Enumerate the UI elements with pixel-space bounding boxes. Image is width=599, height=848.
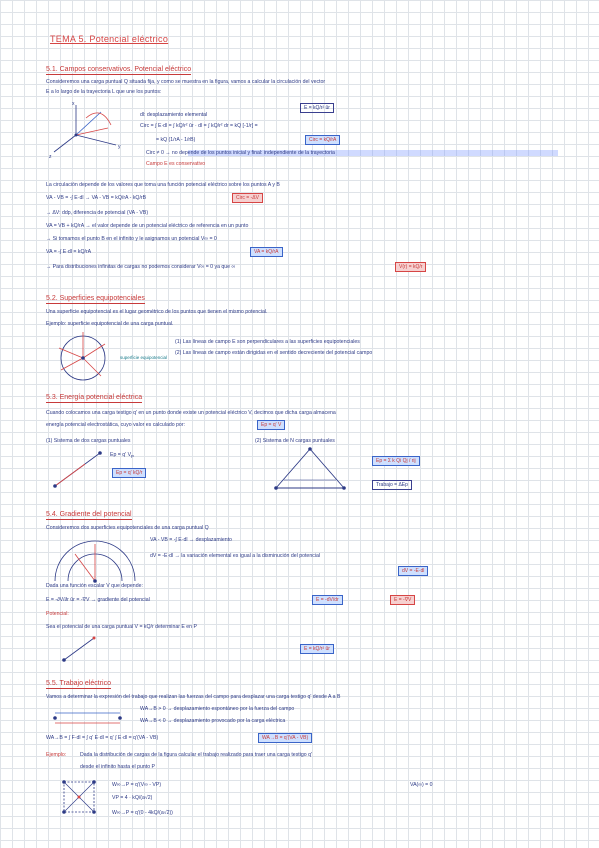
- formula-box: Ep = q' V: [257, 420, 285, 430]
- square-charges-diagram: [58, 776, 102, 820]
- text-line: Dada la distribución de cargas de la figura calcular el trabajo realizado para traer una carga testigo q': [80, 752, 312, 758]
- text-line: WA→B > 0 → desplazamiento espontáneo por la fuerza del campo: [140, 706, 295, 712]
- text-line: (1) Sistema de dos cargas puntuales: [46, 438, 131, 444]
- text-line: (2) Sistema de N cargas puntuales: [255, 438, 335, 444]
- text-line: VA(∞) = 0: [410, 782, 433, 788]
- text-line: Una superficie equipotencial es el lugar geométrico de los puntos que tienen el mismo potencial.: [46, 309, 268, 315]
- text-line: = kQ (1/rA - 1/rB): [156, 137, 196, 143]
- text-line: (1) Las líneas de campo E son perpendiculares a las superficies equipotenciales: [175, 339, 360, 345]
- page-title: TEMA 5. Potencial eléctrico: [50, 34, 169, 44]
- trajectory-diagram: [46, 100, 136, 160]
- text-line: VA = -∫ E·dl = kQ/rA: [46, 249, 92, 255]
- text-line: W∞→P = q'(V∞ - VP): [112, 782, 162, 788]
- formula-box: Circ = -ΔV: [232, 193, 263, 203]
- section-heading-5-2: 5.2. Superficies equipotenciales: [46, 295, 145, 302]
- text-line: VA = VB + kQ/rA → el valor depende de un potencial eléctrico de referencia en un punto: [46, 223, 249, 229]
- section-heading-5-5: 5.5. Trabajo eléctrico: [46, 680, 111, 687]
- formula-box: E = -∇V: [390, 595, 415, 605]
- formula-box: WA→B = q'(VA - VB): [258, 733, 312, 743]
- text-line: Circ ≠ 0 → no depende de los puntos inicial y final: independiente de la trayectoria: [146, 150, 335, 156]
- text-line: E = -∂V/∂r ûr = -∇V → gradiente del potencial: [46, 597, 150, 603]
- n-charges-diagram: [270, 446, 350, 494]
- svg-text:x: x: [72, 101, 75, 107]
- text-line: Vamos a determinar la expresión del trabajo que realizan las fuerzas del campo para desplazar una carga testigo q' desde A a B: [46, 694, 341, 700]
- text-line: La circulación depende de los valores que toma una función potencial eléctrico sobre los puntos A y B: [46, 182, 280, 188]
- formula-box: E = kQ/r² ûr: [300, 103, 334, 113]
- text-line: E a lo largo de la trayectoria L que une los puntos:: [46, 89, 162, 95]
- point-charge-diagram: [60, 634, 100, 664]
- text-line: energía potencial electrostática, cuyo valor es calculado por:: [46, 422, 185, 428]
- svg-text:z: z: [49, 154, 52, 160]
- text-line: dV = -E·dl → la variación elemental es igual a la disminución del potencial: [150, 553, 320, 559]
- gradient-diagram: [50, 536, 140, 586]
- text-line: VA - VB = -∫ E·dl → VA - VB = kQ/rA - kQ/rB: [46, 195, 147, 201]
- text-line: VA - VB = -∫ E·dl → desplazamiento: [150, 537, 232, 543]
- text-line: Ejemplo: superficie equipotencial de una carga puntual.: [46, 321, 174, 327]
- formula-box: Ep = Σ k Qi Qj / rij: [372, 456, 420, 466]
- text-line: WA→B = ∫ F·dl = ∫ q' E·dl = q' ∫ E·dl = q'(VA - VB): [46, 735, 159, 741]
- section-heading-5-4: 5.4. Gradiente del potencial: [46, 511, 132, 518]
- formula-box: dV = -E·dl: [398, 566, 428, 576]
- formula-box: V(r) = kQ/r: [395, 262, 426, 272]
- text-line: Sea el potencial de una carga puntual V = kQ/r determinar E en P: [46, 624, 197, 630]
- work-diagram: [50, 703, 130, 731]
- text-line: VP = 4 · kQ/(a√2): [112, 795, 153, 801]
- formula-box: Trabajo = ΔEp: [372, 480, 412, 490]
- text-line: (2) Las líneas de campo están dirigidas en el sentido decreciente del potencial campo: [175, 350, 373, 356]
- subheading: Potencial:: [46, 611, 69, 617]
- text-line: → Si tomamos el punto B en el infinito y le asignamos un potencial V∞ = 0: [46, 236, 217, 242]
- text-line: → ΔV: ddp, diferencia de potencial (VA - VB): [46, 210, 149, 216]
- text-line: Dada una función escalar V que depende:: [46, 583, 143, 589]
- diagram-label: superficie equipotencial: [120, 355, 168, 360]
- text-line: desde el infinito hasta el punto P: [80, 764, 155, 770]
- text-line: Cuando colocamos una carga testigo q' en un punto donde existe un potencial eléctrico V, decimos que dicha carga almacena: [46, 410, 336, 416]
- text-line: Ep = q' $V_P$: [110, 452, 134, 460]
- text-line: W∞→P = q'(0 - 4kQ/(a√2)): [112, 810, 173, 816]
- text-line: Consideremos dos superficies equipotenciales de una carga puntual Q: [46, 525, 209, 531]
- formula-box: E = -dV/dr: [312, 595, 343, 605]
- section-heading-5-1: 5.1. Campos conservativos. Potencial eléctrico: [46, 66, 192, 73]
- text-line: → Para distribuciones infinitas de cargas no podemos considerar V∞ = 0 ya que ∞: [46, 264, 236, 270]
- formula-box: Circ = kQ/rA: [305, 135, 340, 145]
- svg-text:y: y: [118, 144, 121, 150]
- formula-box: Ep = q' kQ/r: [112, 468, 146, 478]
- formula-box: E = kQ/r² ûr: [300, 644, 334, 654]
- two-charges-diagram: [50, 448, 110, 493]
- text-line: Consideremos una carga puntual Q situada fija, y como se muestra en la figura, vamos a calcular la circulación del vector: [46, 79, 326, 85]
- text-line: dl: desplazamiento elemental: [140, 112, 208, 118]
- formula-box: VA = kQ/rA: [250, 247, 283, 257]
- text-line: Circ = ∫ E·dl = ∫ kQ/r² ûr · dl = ∫ kQ/r² dr = kQ [-1/r] =: [140, 123, 258, 129]
- text-line: Campo E es conservativo: [146, 161, 206, 167]
- section-heading-5-3: 5.3. Energía potencial eléctrica: [46, 394, 143, 401]
- subheading: Ejemplo:: [46, 752, 67, 758]
- text-line: WA→B < 0 → desplazamiento provocado por la carga eléctrica: [140, 718, 286, 724]
